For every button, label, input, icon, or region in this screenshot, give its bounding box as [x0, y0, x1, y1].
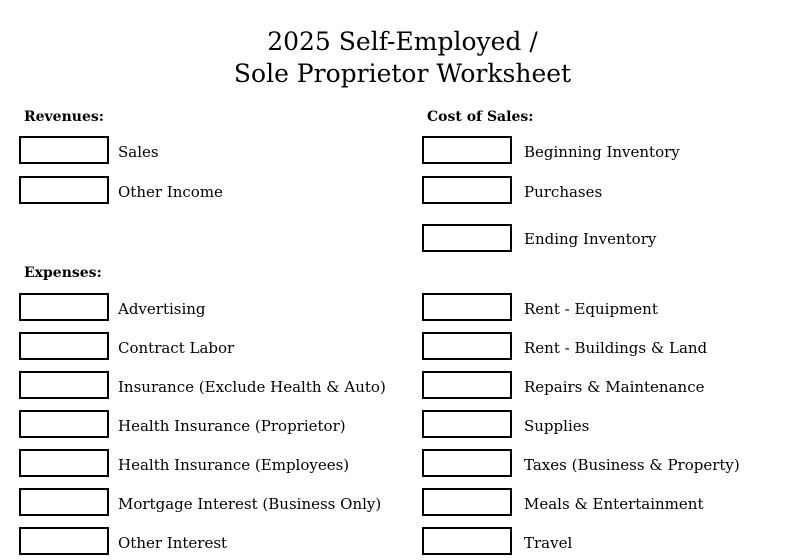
taxes-field[interactable] [422, 449, 512, 477]
other-interest-field[interactable] [19, 527, 109, 555]
beginning-inventory-label: Beginning Inventory [524, 143, 680, 161]
rent-equipment-field[interactable] [422, 293, 512, 321]
contract-labor-label: Contract Labor [118, 339, 235, 357]
other-income-label: Other Income [118, 183, 223, 201]
meals-entertainment-field[interactable] [422, 488, 512, 516]
revenues-heading: Revenues: [24, 109, 104, 125]
ending-inventory-label: Ending Inventory [524, 230, 657, 248]
meals-entertainment-label: Meals & Entertainment [524, 495, 704, 513]
insurance-label: Insurance (Exclude Health & Auto) [118, 378, 386, 396]
contract-labor-field[interactable] [19, 332, 109, 360]
supplies-field[interactable] [422, 410, 512, 438]
advertising-label: Advertising [118, 300, 206, 318]
supplies-label: Supplies [524, 417, 590, 435]
insurance-field[interactable] [19, 371, 109, 399]
mortgage-interest-field[interactable] [19, 488, 109, 516]
travel-label: Travel [524, 534, 573, 552]
repairs-maintenance-field[interactable] [422, 371, 512, 399]
sales-field[interactable] [19, 136, 109, 164]
mortgage-interest-label: Mortgage Interest (Business Only) [118, 495, 382, 513]
rent-equipment-label: Rent - Equipment [524, 300, 658, 318]
sales-label: Sales [118, 143, 159, 161]
taxes-label: Taxes (Business & Property) [524, 456, 740, 474]
health-insurance-employees-label: Health Insurance (Employees) [118, 456, 350, 474]
expenses-heading: Expenses: [24, 265, 102, 281]
travel-field[interactable] [422, 527, 512, 555]
other-income-field[interactable] [19, 176, 109, 204]
page-title-line-2: Sole Proprietor Worksheet [233, 59, 572, 88]
ending-inventory-field[interactable] [422, 224, 512, 252]
other-interest-label: Other Interest [118, 534, 228, 552]
health-insurance-proprietor-field[interactable] [19, 410, 109, 438]
rent-buildings-land-label: Rent - Buildings & Land [524, 339, 708, 357]
health-insurance-proprietor-label: Health Insurance (Proprietor) [118, 417, 346, 435]
purchases-field[interactable] [422, 176, 512, 204]
page-title-line-1: 2025 Self-Employed / [267, 27, 538, 56]
beginning-inventory-field[interactable] [422, 136, 512, 164]
rent-buildings-land-field[interactable] [422, 332, 512, 360]
cost-of-sales-heading: Cost of Sales: [427, 109, 534, 125]
health-insurance-employees-field[interactable] [19, 449, 109, 477]
repairs-maintenance-label: Repairs & Maintenance [524, 378, 705, 396]
purchases-label: Purchases [524, 183, 603, 201]
advertising-field[interactable] [19, 293, 109, 321]
